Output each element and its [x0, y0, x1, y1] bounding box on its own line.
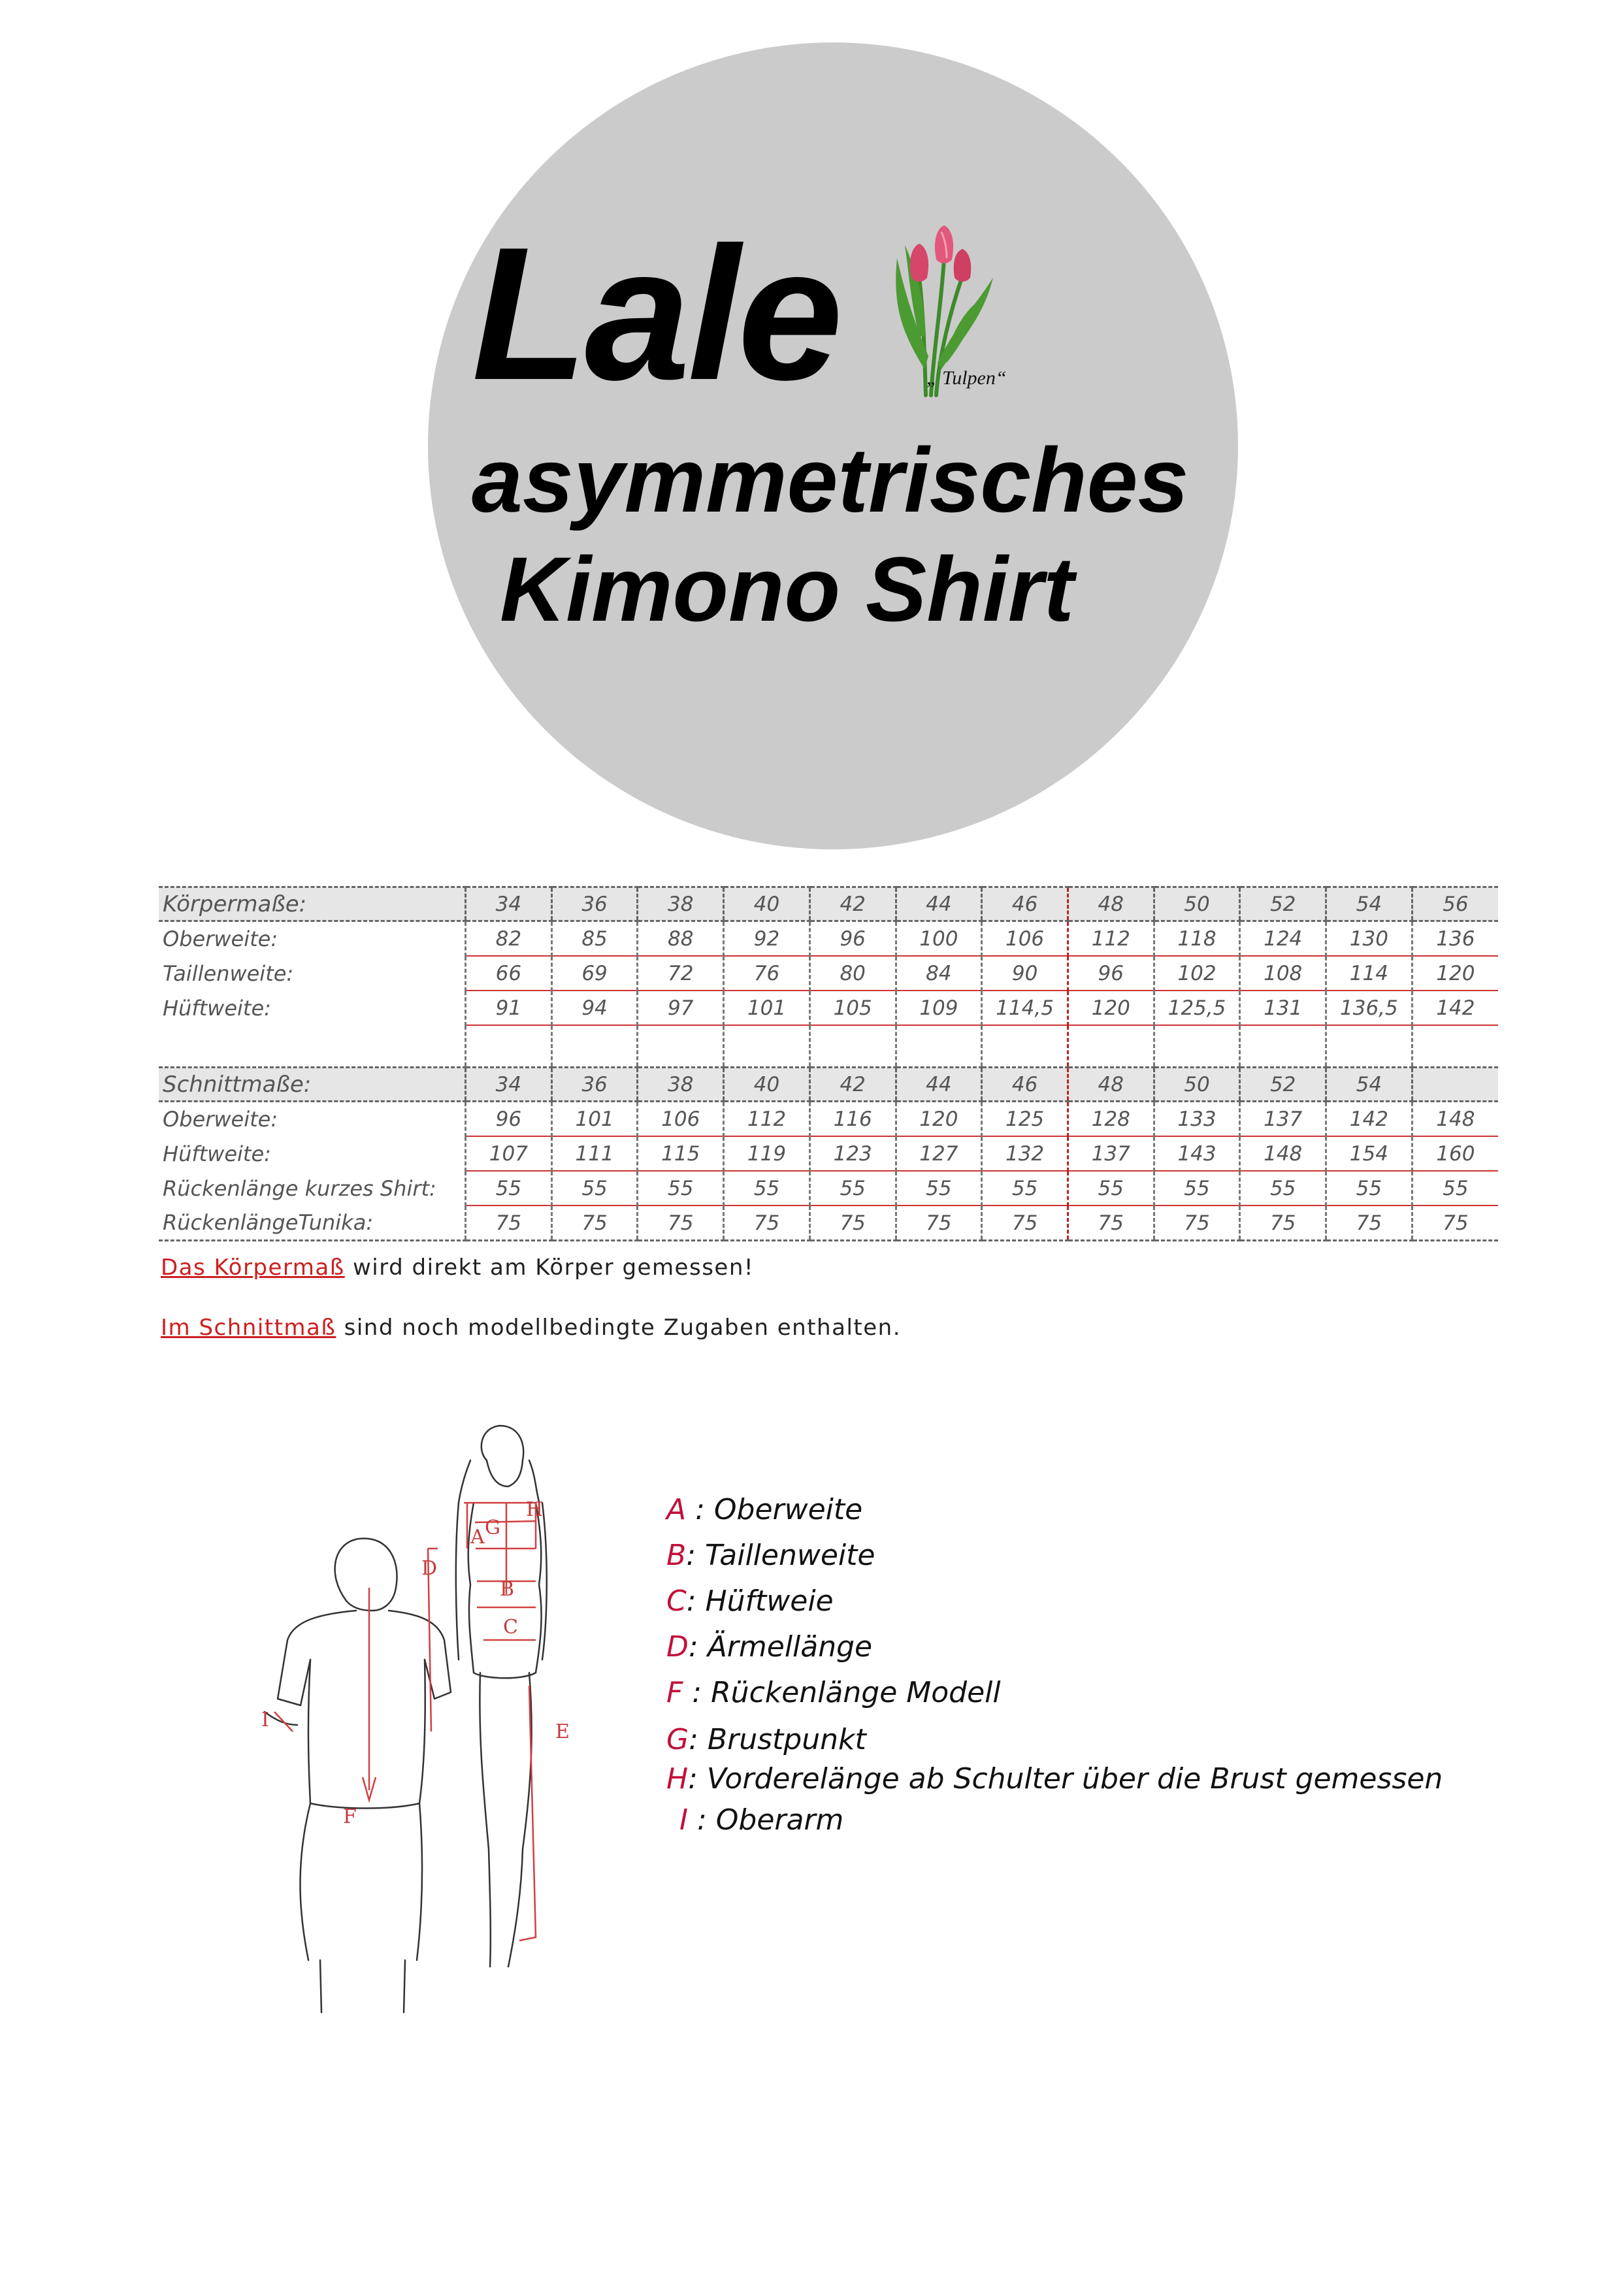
row-label: RückenlängeTunika:: [159, 1205, 466, 1241]
size-header-cell: 50: [1154, 887, 1240, 921]
size-header-cell: 34: [466, 1068, 552, 1102]
table-cell: 97: [638, 991, 724, 1025]
table-cell: 66: [466, 956, 552, 991]
legend-item-i: [679, 1803, 843, 1837]
size-header-cell: 54: [1326, 1068, 1413, 1102]
size-header-cell: 44: [896, 1068, 982, 1102]
table-section-label: Schnittmaße:: [159, 1068, 466, 1102]
spacer-cell: [1326, 1025, 1413, 1068]
table-cell: 125,5: [1154, 991, 1240, 1025]
table-cell: 75: [1068, 1205, 1154, 1241]
table-cell: 101: [724, 991, 810, 1025]
sketch-label-c: C: [503, 1616, 518, 1639]
spacer-cell: [1240, 1025, 1326, 1068]
table-cell: 82: [466, 921, 552, 957]
legend-text: : Oberweite: [686, 1493, 863, 1526]
table-cell: 55: [982, 1171, 1068, 1205]
size-header-cell: 42: [809, 1068, 896, 1102]
sketch-label-d: D: [421, 1557, 438, 1580]
table-cell: 75: [1412, 1205, 1498, 1241]
legend-item-b: [666, 1539, 875, 1572]
legend-key: H: [666, 1762, 689, 1796]
size-header-cell: 48: [1068, 887, 1154, 921]
table-cell: 55: [638, 1171, 724, 1205]
legend-key: C: [666, 1584, 687, 1618]
table-cell: 112: [1068, 921, 1154, 957]
table-row: [159, 956, 1498, 991]
spacer-cell: [982, 1025, 1068, 1068]
pattern-measure-header-row: [159, 1068, 1498, 1102]
table-cell: 105: [809, 991, 896, 1025]
table-cell: 123: [809, 1136, 896, 1171]
table-cell: 108: [1240, 956, 1326, 991]
table-cell: 102: [1154, 956, 1240, 991]
size-header-cell: 34: [466, 887, 552, 921]
body-measure-text: wird direkt am Körper gemessen!: [344, 1255, 755, 1281]
table-cell: 118: [1154, 921, 1240, 957]
table-cell: 55: [1412, 1171, 1498, 1205]
row-label: Hüftweite:: [163, 1141, 271, 1166]
table-cell: 85: [551, 921, 638, 957]
spacer-cell: [809, 1025, 896, 1068]
spacer-cell: [1068, 1025, 1154, 1068]
row-label: Rückenlänge kurzes Shirt:: [163, 1175, 436, 1201]
size-header-cell: 50: [1154, 1068, 1240, 1102]
legend-key: A: [666, 1493, 687, 1526]
table-cell: 75: [982, 1205, 1068, 1241]
table-cell: 124: [1240, 921, 1326, 957]
spacer-cell: [638, 1025, 724, 1068]
size-header-cell: 36: [551, 887, 638, 921]
table-cell: 75: [551, 1205, 638, 1241]
table-cell: 96: [1068, 956, 1154, 991]
table-row: [159, 921, 1498, 957]
table-row: [159, 1171, 1498, 1205]
table-cell: 115: [638, 1136, 724, 1171]
table-cell: 127: [896, 1136, 982, 1171]
table-cell: 55: [1240, 1171, 1326, 1205]
pattern-measure-note: [161, 1315, 901, 1341]
size-header-cell: 38: [638, 1068, 724, 1102]
pattern-measure-text: sind noch modellbedingte Zugaben enthalten.: [336, 1315, 901, 1341]
table-cell: 101: [551, 1102, 638, 1137]
table-cell: 90: [982, 956, 1068, 991]
table-cell: 96: [466, 1102, 552, 1137]
table-section-label: Körpermaße:: [159, 887, 466, 921]
table-cell: 133: [1154, 1102, 1240, 1137]
legend-key: F: [666, 1676, 683, 1709]
product-title-line1: asymmetrisches: [472, 429, 1189, 531]
table-cell: 55: [466, 1171, 552, 1205]
body-measure-header-row: [159, 887, 1498, 921]
legend-text: : Oberarm: [687, 1803, 844, 1837]
legend-item-a: [666, 1493, 862, 1526]
table-cell: 100: [896, 921, 982, 957]
table-cell: 114,5: [982, 991, 1068, 1025]
sketch-label-h: H: [526, 1498, 544, 1521]
legend-text: : Ärmellänge: [688, 1630, 873, 1664]
table-cell: 136,5: [1326, 991, 1413, 1025]
table-cell: 69: [551, 956, 638, 991]
table-cell: 55: [1154, 1171, 1240, 1205]
logo-wordmark: Lale: [472, 208, 841, 419]
table-cell: 91: [466, 991, 552, 1025]
table-cell: 55: [1326, 1171, 1413, 1205]
table-cell: 132: [982, 1136, 1068, 1171]
table-cell: 154: [1326, 1136, 1413, 1171]
sketch-label-a: A: [470, 1526, 485, 1549]
table-spacer-row: [159, 1025, 1498, 1068]
table-cell: 160: [1412, 1136, 1498, 1171]
size-header-cell: 40: [724, 1068, 810, 1102]
table-cell: 148: [1412, 1102, 1498, 1137]
table-cell: 120: [1412, 956, 1498, 991]
table-cell: 116: [809, 1102, 896, 1137]
table-row: [159, 1102, 1498, 1137]
table-cell: 55: [809, 1171, 896, 1205]
body-measure-note: [161, 1255, 754, 1281]
spacer-cell: [551, 1025, 638, 1068]
size-header-cell: 48: [1068, 1068, 1154, 1102]
row-label: Oberweite:: [163, 1107, 278, 1132]
size-header-cell: 56: [1412, 887, 1498, 921]
table-cell: 94: [551, 991, 638, 1025]
size-header-cell: 38: [638, 887, 724, 921]
table-cell: 112: [724, 1102, 810, 1137]
row-label: Taillenweite:: [163, 960, 294, 986]
table-cell: 137: [1240, 1102, 1326, 1137]
size-header-cell: 46: [982, 1068, 1068, 1102]
spacer-cell: [466, 1025, 552, 1068]
sketch-label-g: G: [485, 1517, 500, 1539]
row-label: Hüftweite:: [163, 995, 271, 1021]
size-header-cell: 46: [982, 887, 1068, 921]
legend-key: B: [666, 1539, 687, 1572]
table-cell: 130: [1326, 921, 1413, 957]
product-title-line2: Kimono Shirt: [500, 538, 1074, 640]
table-cell: 120: [1068, 991, 1154, 1025]
legend-key: I: [679, 1803, 688, 1837]
table-cell: 131: [1240, 991, 1326, 1025]
table-cell: 55: [1068, 1171, 1154, 1205]
spacer-cell: [896, 1025, 982, 1068]
table-cell: 75: [638, 1205, 724, 1241]
legend-item-h: [666, 1762, 1443, 1796]
table-cell: 107: [466, 1136, 552, 1171]
table-cell: 111: [551, 1136, 638, 1171]
table-cell: 96: [809, 921, 896, 957]
sketch-label-b: B: [500, 1578, 515, 1601]
table-cell: 106: [638, 1102, 724, 1137]
table-cell: 80: [809, 956, 896, 991]
table-cell: 142: [1326, 1102, 1413, 1137]
table-cell: 75: [1154, 1205, 1240, 1241]
legend-key: G: [666, 1723, 689, 1756]
table-row: [159, 1136, 1498, 1171]
legend-item-g: [666, 1723, 866, 1756]
legend-item-f: [666, 1676, 1001, 1709]
legend-item-d: [666, 1630, 872, 1664]
legend-text: : Taillenweite: [686, 1539, 875, 1572]
table-cell: 75: [1326, 1205, 1413, 1241]
table-cell: 75: [724, 1205, 810, 1241]
sketch-label-i: I: [261, 1709, 269, 1731]
table-cell: 75: [896, 1205, 982, 1241]
spacer-cell: [1412, 1025, 1498, 1068]
legend-text: : Hüftweie: [686, 1584, 834, 1618]
legend-text: : Vorderelänge ab Schulter über die Brust gemessen: [688, 1762, 1443, 1796]
table-cell: 76: [724, 956, 810, 991]
size-header-cell: 54: [1326, 887, 1413, 921]
size-header-cell: 36: [551, 1068, 638, 1102]
legend-text: : Rückenlänge Modell: [683, 1676, 1001, 1709]
table-cell: 143: [1154, 1136, 1240, 1171]
table-cell: 119: [724, 1136, 810, 1171]
table-cell: 84: [896, 956, 982, 991]
table-cell: 55: [724, 1171, 810, 1205]
legend-item-c: [666, 1584, 834, 1618]
table-cell: 106: [982, 921, 1068, 957]
sketch-label-f: F: [343, 1805, 357, 1828]
logo-caption: „ Tulpen“: [926, 367, 1007, 389]
table-cell: 75: [809, 1205, 896, 1241]
table-cell: 72: [638, 956, 724, 991]
table-cell: 114: [1326, 956, 1413, 991]
table-cell: 92: [724, 921, 810, 957]
size-header-cell: 42: [809, 887, 896, 921]
legend-text: : Brustpunkt: [689, 1723, 866, 1756]
table-row: [159, 991, 1498, 1025]
body-measure-highlight: Das Körpermaß: [161, 1255, 345, 1281]
size-header-cell: 52: [1240, 1068, 1326, 1102]
spacer-cell: [724, 1025, 810, 1068]
row-label: Oberweite:: [163, 927, 278, 951]
measurement-sketch-illustration: [248, 1424, 614, 2025]
table-cell: 125: [982, 1102, 1068, 1137]
table-cell: 109: [896, 991, 982, 1025]
table-cell: 137: [1068, 1136, 1154, 1171]
table-row: [159, 1205, 1498, 1241]
table-cell: 88: [638, 921, 724, 957]
spacer-cell: [1154, 1025, 1240, 1068]
table-cell: 120: [896, 1102, 982, 1137]
table-cell: 55: [551, 1171, 638, 1205]
size-header-cell: 44: [896, 887, 982, 921]
legend-key: D: [666, 1630, 689, 1664]
size-header-cell: [1412, 1068, 1498, 1102]
table-cell: 75: [466, 1205, 552, 1241]
table-cell: 55: [896, 1171, 982, 1205]
pattern-measure-highlight: Im Schnittmaß: [161, 1315, 336, 1341]
table-cell: 136: [1412, 921, 1498, 957]
table-cell: 75: [1240, 1205, 1326, 1241]
spacer-cell: [159, 1025, 466, 1068]
size-header-cell: 52: [1240, 887, 1326, 921]
size-chart-table: [159, 886, 1498, 1241]
table-cell: 148: [1240, 1136, 1326, 1171]
sketch-label-e: E: [555, 1720, 570, 1743]
size-header-cell: 40: [724, 887, 810, 921]
table-cell: 128: [1068, 1102, 1154, 1137]
table-cell: 142: [1412, 991, 1498, 1025]
